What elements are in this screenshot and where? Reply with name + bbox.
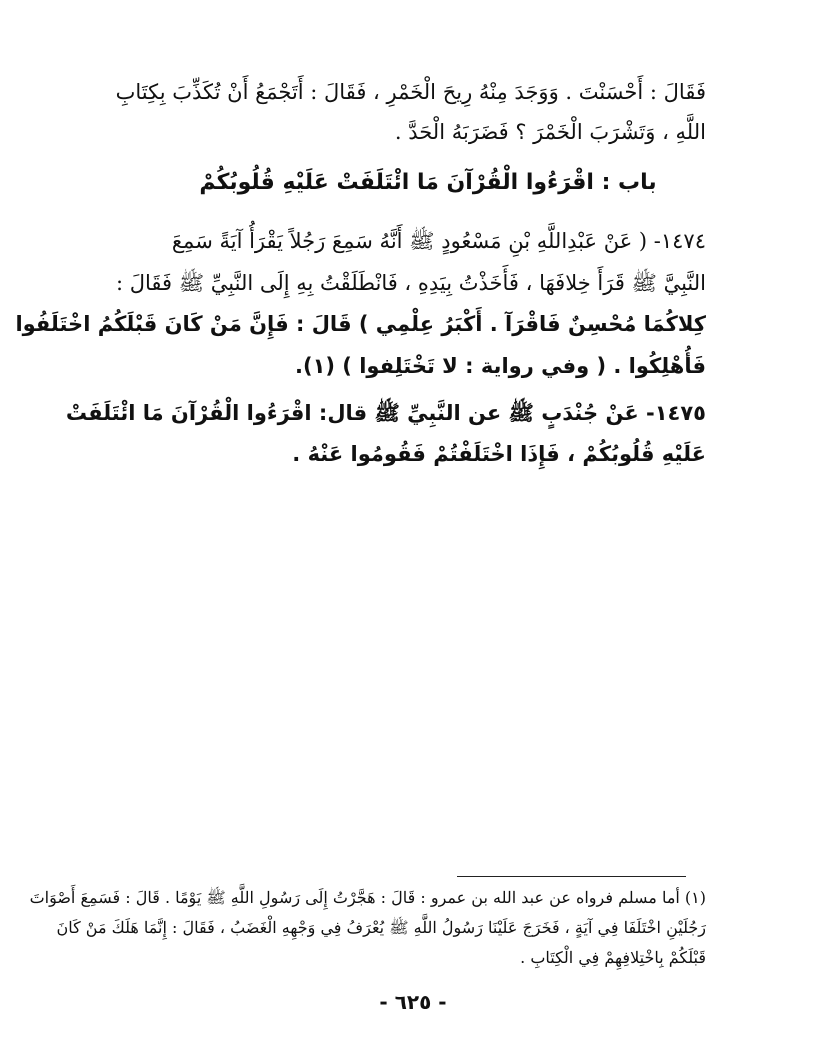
text-line: عَلَيْهِ قُلُوبُكُمْ ، فَإِذَا اخْتَلَفْتُمْ فَقُومُوا عَنْهُ . (292, 442, 706, 466)
chapter-heading: باب : اقْرَءُوا الْقُرْآنَ مَا ائْتَلَفَتْ عَلَيْهِ قُلُوبُكُمْ (199, 170, 657, 195)
text-line: كِلاكُمَا مُحْسِنٌ فَاقْرَآ . أَكْبَرُ عِلْمِي ) قَالَ : فَإِنَّ مَنْ كَانَ قَبْلَكُمُ اخْتَلَفُوا (15, 312, 706, 336)
text-line: النَّبِيَّ ﷺ قَرَأَ خِلافَهَا ، فَأَخَذْتُ بِيَدِهِ ، فَانْطَلَقْتُ بِهِ إِلَى النَّبِيِّ ﷺ فَقَالَ : (115, 271, 706, 295)
text-line: ١٤٧٥- عَنْ جُنْدَبٍ ﷺ عن النَّبِيِّ ﷺ قال: اقْرَءُوا الْقُرْآنَ مَا ائْتَلَفَتْ (65, 401, 706, 425)
text-line: اللَّهِ ، وَتَشْرَبَ الْخَمْرَ ؟ فَضَرَبَهُ الْحَدَّ . (394, 120, 706, 144)
text-line: ١٤٧٤- ( عَنْ عَبْدِاللَّهِ بْنِ مَسْعُودٍ ﷺ أَنَّهُ سَمِعَ رَجُلاً يَقْرَأُ آيَةً سَمِعَ (171, 229, 706, 253)
footnote-line: (١) أما مسلم فرواه عن عبد الله بن عمرو : قَالَ : هَجَّرْتُ إِلَى رَسُولِ اللَّهِ ﷺ يَوْمًا . قَالَ : فَسَمِعَ أَصْوَاتَ (29, 888, 706, 907)
footnote-divider (457, 876, 686, 877)
text-line: فَأُهْلِكُوا . ( وفي رواية : لا تَخْتَلِفوا ) (١). (294, 354, 706, 378)
footnote-line: رَجُلَيْنِ اخْتَلَفَا فِي آيَةٍ ، فَخَرَجَ عَلَيْنَا رَسُولُ اللَّهِ ﷺ يُعْرَفُ فِي وَجْهِهِ الْغَضَبُ ، فَقَالَ : إِنَّمَا هَلَكَ مَنْ كَانَ (56, 918, 706, 937)
text-line: فَقَالَ : أَحْسَنْتَ . وَوَجَدَ مِنْهُ رِيحَ الْخَمْرِ ، فَقَالَ : أَتَجْمَعُ أَنْ تُكَذِّبَ بِكِتَابِ (115, 80, 706, 104)
footnote-line: قَبْلَكُمْ بِاخْتِلافِهِمْ فِي الْكِتَابِ . (520, 948, 706, 967)
page-number: - ٦٢٥ - (379, 990, 447, 1014)
